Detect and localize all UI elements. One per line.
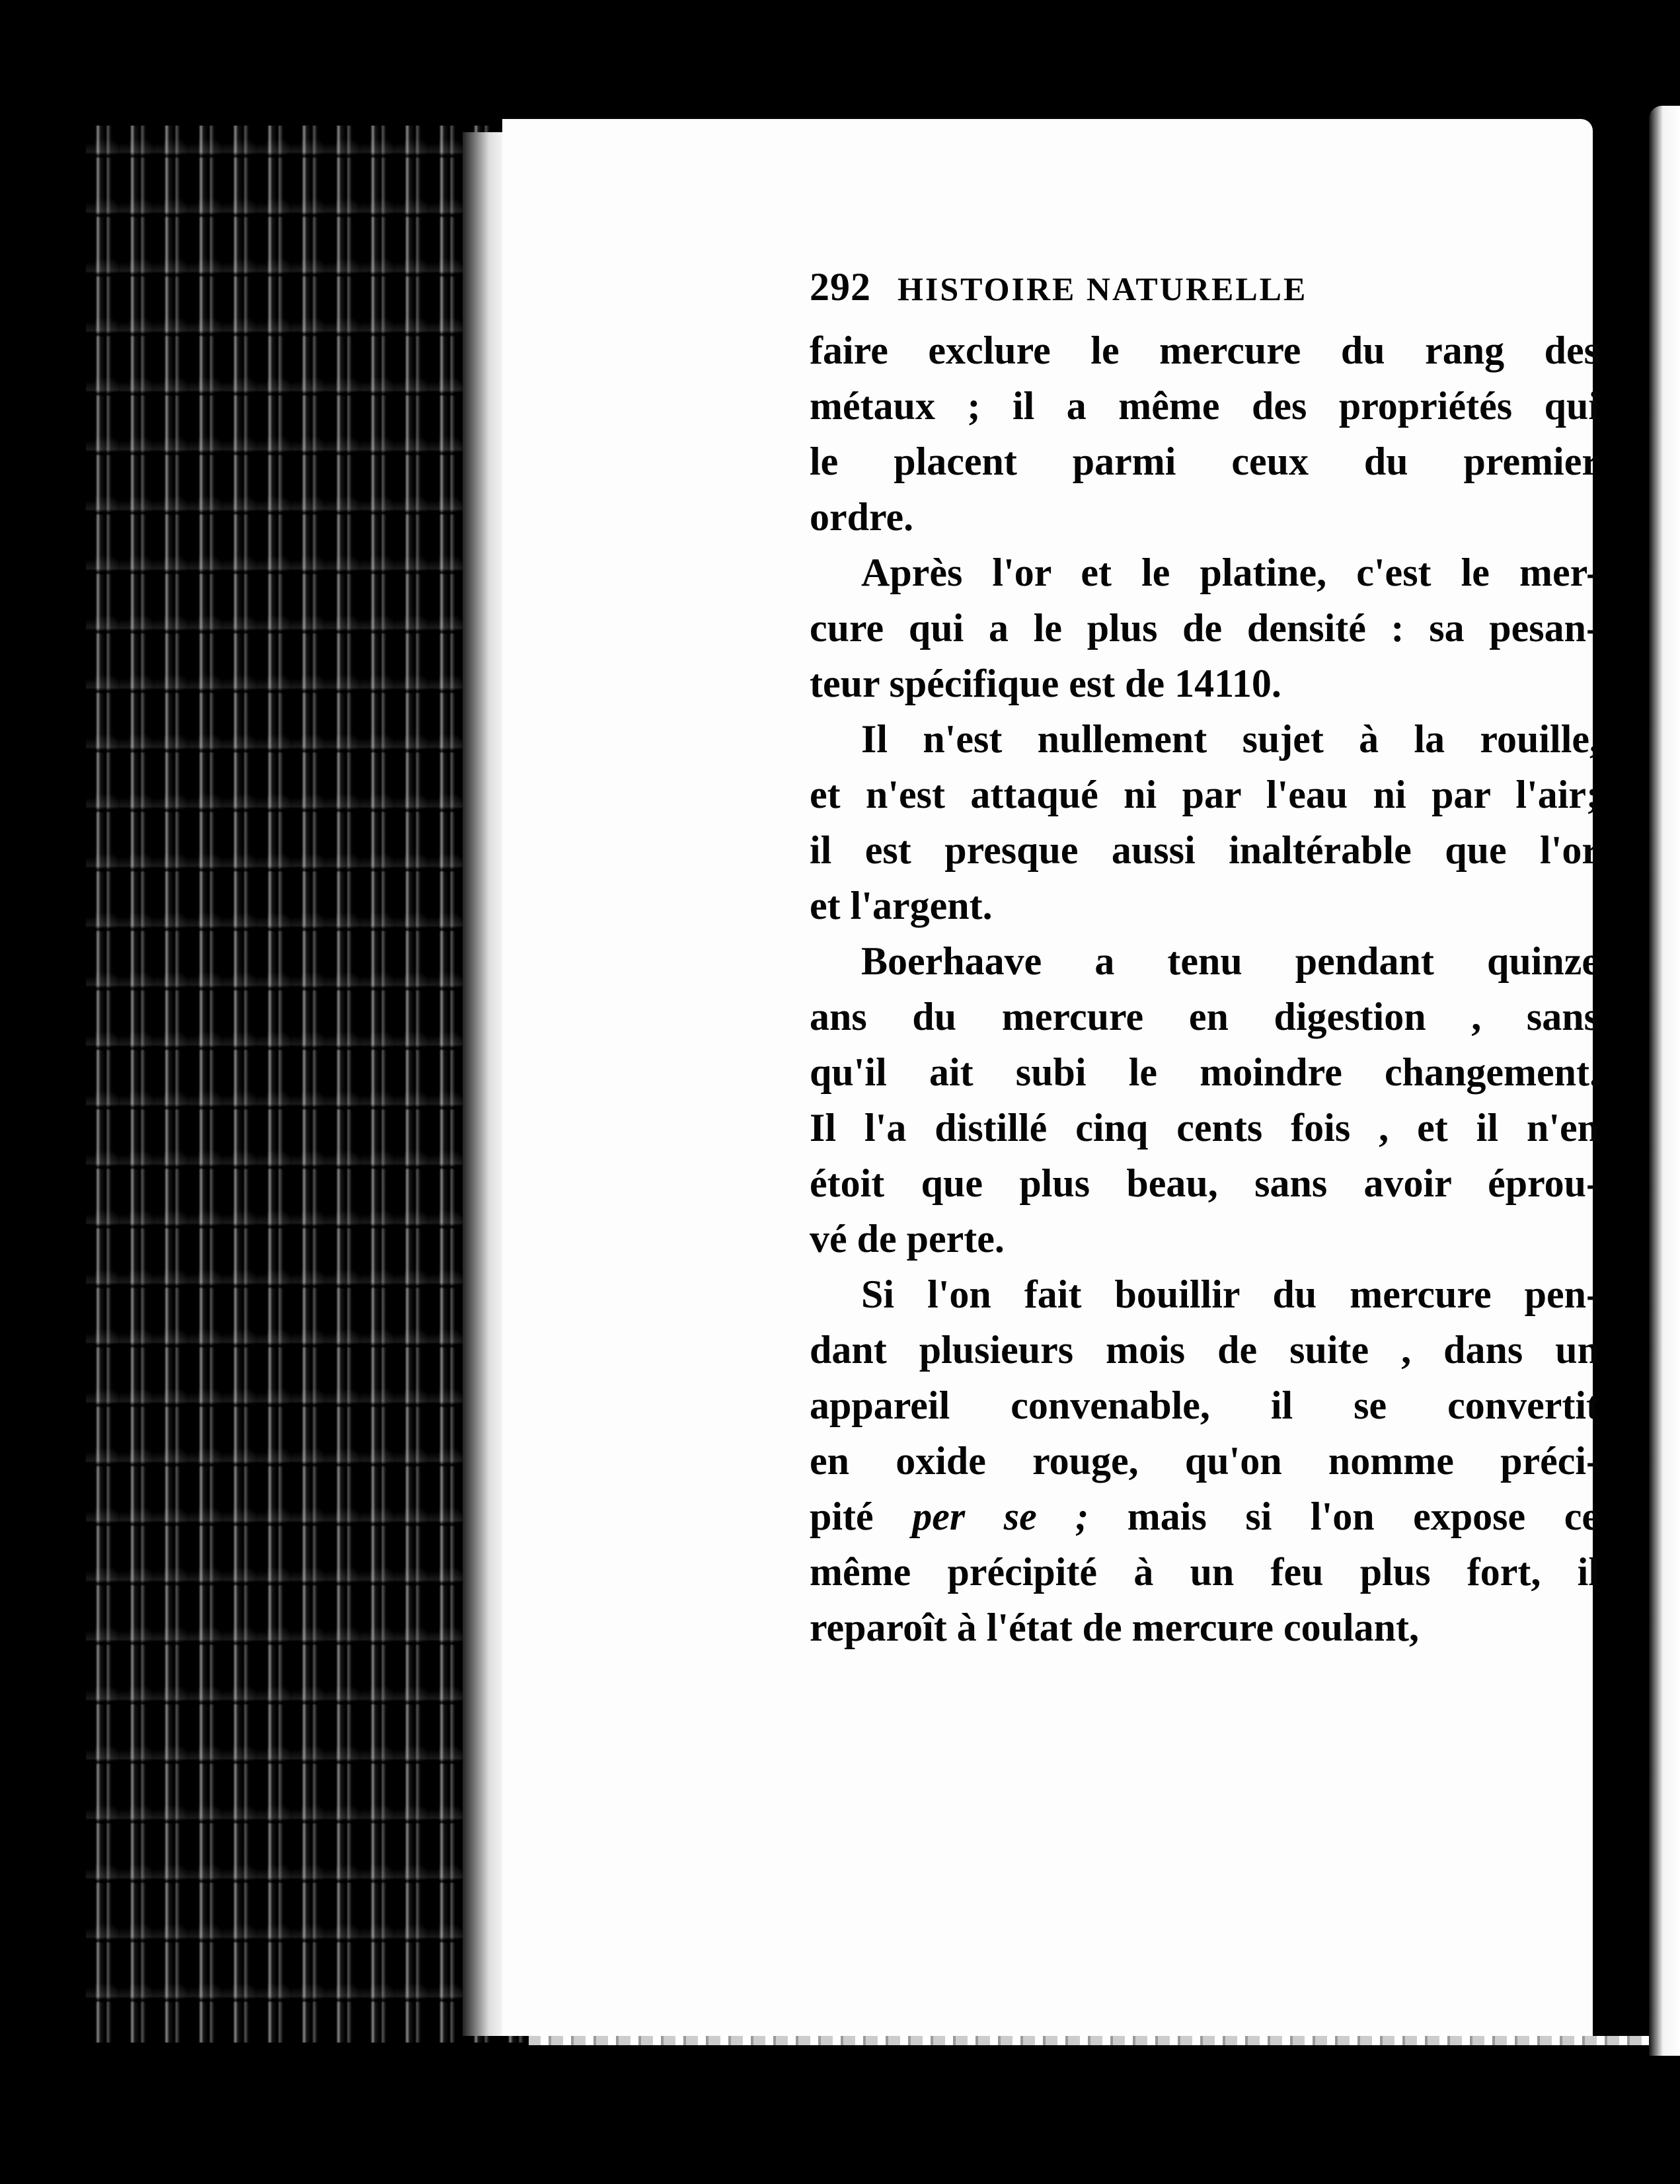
text-line: Boerhaave a tenu pendant quinze	[861, 939, 1599, 983]
text-line: même précipité à un feu plus fort, il	[810, 1550, 1599, 1594]
text-line: ans du mercure en digestion , sans	[810, 995, 1599, 1038]
text-line: le placent parmi ceux du premier	[810, 440, 1599, 483]
text-line: étoit que plus beau, sans avoir éprou-	[810, 1161, 1599, 1205]
text-line	[810, 1489, 1599, 1544]
page-number: 292	[810, 265, 871, 309]
page-text	[810, 264, 1599, 1655]
italic-latin-phrase: per se ;	[912, 1495, 1089, 1538]
text-line: faire exclure le mercure du rang des	[810, 329, 1599, 372]
text-line: dant plusieurs mois de suite , dans un	[810, 1328, 1599, 1372]
text-line: vé de perte.	[810, 1217, 1005, 1261]
text-segment: pité	[810, 1495, 913, 1538]
text-line: Après l'or et le platine, c'est le mer-	[861, 551, 1599, 594]
text-line: ordre.	[810, 495, 914, 539]
text-line: Il l'a distillé cinq cents fois , et il n'en	[810, 1106, 1599, 1150]
running-header	[810, 264, 1599, 317]
text-line: il est presque aussi inaltérable que l'or	[810, 828, 1599, 872]
text-line: et n'est attaqué ni par l'eau ni par l'air;	[810, 773, 1599, 816]
page-bottom-edge	[529, 2036, 1665, 2045]
text-line: qu'il ait subi le moindre changement.	[810, 1050, 1599, 1094]
text-line: Si l'on fait bouillir du mercure pen-	[861, 1272, 1599, 1316]
text-line: cure qui a le plus de densité : sa pesan-	[810, 606, 1599, 650]
facing-page-edge	[1649, 106, 1680, 2056]
text-line: métaux ; il a même des propriétés qui	[810, 384, 1599, 428]
running-head: HISTOIRE NATURELLE	[897, 270, 1308, 307]
text-line: Il n'est nullement sujet à la rouille,	[861, 717, 1599, 761]
text-line: appareil convenable, il se convertit	[810, 1384, 1599, 1427]
text-segment: mais si l'on expose ce	[1088, 1495, 1599, 1538]
text-line: en oxide rouge, qu'on nomme préci-	[810, 1439, 1599, 1483]
text-line: reparoît à l'état de mercure coulant,	[810, 1606, 1420, 1649]
text-line: teur spécifique est de 14110.	[810, 662, 1281, 705]
text-line: et l'argent.	[810, 884, 993, 927]
